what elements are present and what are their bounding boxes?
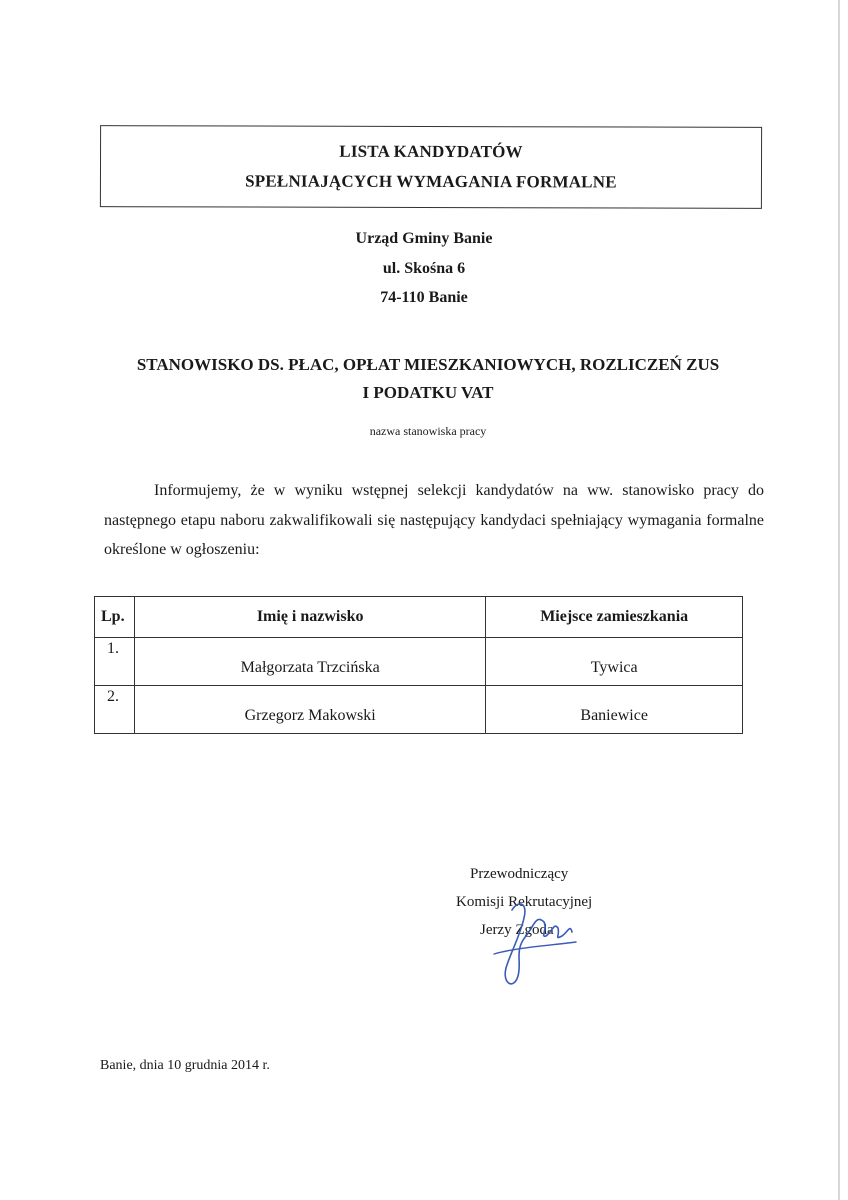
- handwritten-signature: [484, 892, 584, 992]
- table-row: [95, 638, 743, 686]
- place-date: Banie, dnia 10 grudnia 2014 r.: [100, 1058, 270, 1073]
- office-city: 74-110 Banie: [380, 289, 468, 306]
- committee-role-line-2: Komisji Rekrutacyjnej: [456, 894, 593, 910]
- row-name: Grzegorz Makowski: [134, 686, 485, 734]
- signature-underline: [494, 942, 576, 954]
- header-place: Miejsce zamieszkania: [486, 597, 743, 638]
- row-name: Małgorzata Trzcińska: [134, 638, 485, 686]
- position-title: [0, 351, 848, 407]
- table-header-row: [95, 597, 743, 638]
- row-lp: 2.: [95, 686, 135, 734]
- header-lp: Lp.: [95, 597, 135, 638]
- office-name: Urząd Gminy Banie: [355, 230, 493, 247]
- title-box: [100, 125, 762, 209]
- intro-paragraph: Informujemy, że w wyniku wstępnej selekcji kandydatów na ww. stanowisko pracy do następnego etapu naboru zakwalifikowali się następujący kandydaci spełniający wymagania formalne określone w ogłoszeniu:: [104, 482, 764, 558]
- title-line-1: LISTA KANDYDATÓW: [339, 141, 523, 162]
- title-line-2: SPEŁNIAJĄCYCH WYMAGANIA FORMALNE: [245, 171, 617, 192]
- scan-edge-line: [838, 0, 840, 1200]
- table-row: [95, 686, 743, 734]
- row-place: Baniewice: [486, 686, 743, 734]
- office-address: [0, 224, 848, 313]
- header-name: Imię i nazwisko: [134, 597, 485, 638]
- position-line-2: I PODATKU VAT: [362, 383, 494, 402]
- committee-chair-name: Jerzy Zgoda: [480, 922, 554, 938]
- position-caption: nazwa stanowiska pracy: [369, 424, 487, 438]
- candidates-table: [94, 596, 743, 734]
- position-line-1: STANOWISKO DS. PŁAC, OPŁAT MIESZKANIOWYCH, ROZLICZEŃ ZUS: [136, 355, 720, 374]
- row-place: Tywica: [486, 638, 743, 686]
- committee-role-line-1: Przewodniczący: [470, 866, 569, 882]
- row-lp: 1.: [95, 638, 135, 686]
- office-street: ul. Skośna 6: [382, 259, 466, 277]
